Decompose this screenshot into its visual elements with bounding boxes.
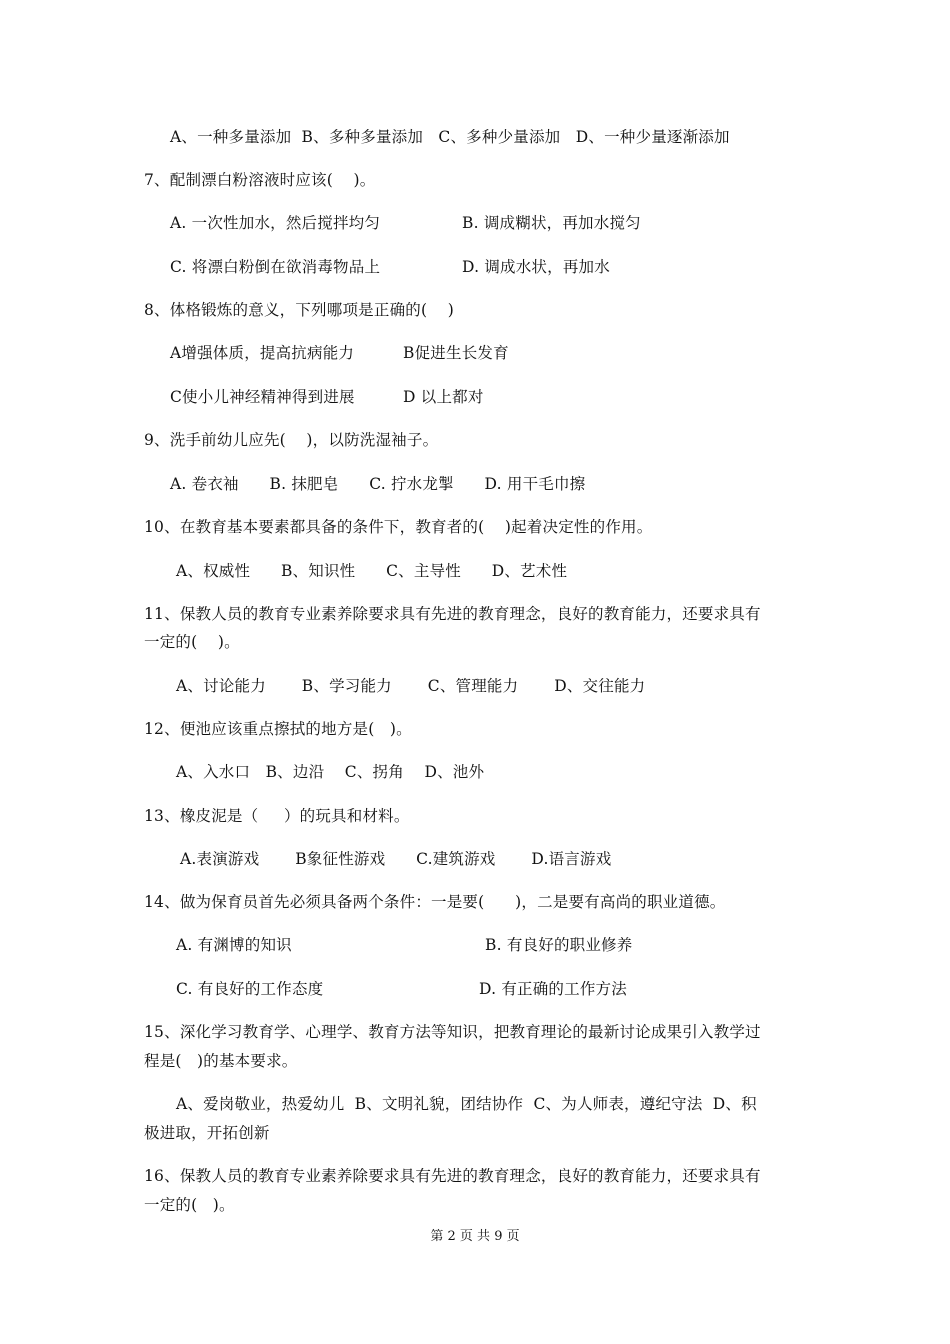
q7-option-c: C. 将漂白粉倒在欲消毒物品上 <box>170 258 381 276</box>
q14-option-c: C. 有良好的工作态度 <box>176 980 324 998</box>
q10-options: A、权威性 B、知识性 C、主导性 D、艺术性 <box>176 562 568 580</box>
q8-option-d: D 以上都对 <box>403 388 484 406</box>
q14-option-a: A. 有渊博的知识 <box>176 936 292 954</box>
q12-options: A、入水口 B、边沿 C、拐角 D、池外 <box>176 763 485 781</box>
q14-option-d: D. 有正确的工作方法 <box>479 980 627 998</box>
q15-options-line1: A、爱岗敬业，热爱幼儿 B、文明礼貌，团结协作 C、为人师表，遵纪守法 D、积 <box>176 1095 757 1113</box>
q16-stem-line1: 16、保教人员的教育专业素养除要求具有先进的教育理念，良好的教育能力，还要求具有 <box>144 1167 761 1185</box>
q11-options: A、讨论能力 B、学习能力 C、管理能力 D、交往能力 <box>176 677 646 695</box>
q8-stem: 8、体格锻炼的意义，下列哪项是正确的( ) <box>144 301 454 319</box>
page-footer: 第 2 页 共 9 页 <box>430 1229 520 1244</box>
q7-option-d: D. 调成水状，再加水 <box>462 258 610 276</box>
q8-option-c: C使小儿神经精神得到进展 <box>170 388 355 406</box>
q16-stem-line2: 一定的( )。 <box>144 1196 235 1214</box>
q13-options: A.表演游戏 B象征性游戏 C.建筑游戏 D.语言游戏 <box>180 850 612 868</box>
q8-option-b: B促进生长发育 <box>403 344 509 362</box>
q9-options: A. 卷衣袖 B. 抹肥皂 C. 拧水龙掣 D. 用干毛巾擦 <box>170 475 586 493</box>
q13-stem: 13、橡皮泥是（ ）的玩具和材料。 <box>144 807 410 825</box>
q15-options-line2: 极进取，开拓创新 <box>144 1124 270 1142</box>
q7-stem: 7、配制漂白粉溶液时应该( )。 <box>144 171 376 189</box>
q11-stem-line1: 11、保教人员的教育专业素养除要求具有先进的教育理念，良好的教育能力，还要求具有 <box>144 605 761 623</box>
q11-stem-line2: 一定的( )。 <box>144 633 240 651</box>
q6-options: A、一种多量添加 B、多种多量添加 C、多种少量添加 D、一种少量逐渐添加 <box>170 128 730 146</box>
q8-option-a: A增强体质，提高抗病能力 <box>170 344 355 362</box>
q12-stem: 12、便池应该重点擦拭的地方是( )。 <box>144 720 412 738</box>
q14-stem: 14、做为保育员首先必须具备两个条件：一是要( )，二是要有高尚的职业道德。 <box>144 893 726 911</box>
q15-stem-line2: 程是( )的基本要求。 <box>144 1052 298 1070</box>
q7-option-a: A. 一次性加水，然后搅拌均匀 <box>170 214 381 232</box>
q9-stem: 9、洗手前幼儿应先( )，以防洗湿袖子。 <box>144 431 439 449</box>
q14-option-b: B. 有良好的职业修养 <box>485 936 633 954</box>
q15-stem-line1: 15、深化学习教育学、心理学、教育方法等知识，把教育理论的最新讨论成果引入教学过 <box>144 1023 761 1041</box>
q7-option-b: B. 调成糊状，再加水搅匀 <box>462 214 641 232</box>
q10-stem: 10、在教育基本要素都具备的条件下，教育者的( )起着决定性的作用。 <box>144 518 653 536</box>
